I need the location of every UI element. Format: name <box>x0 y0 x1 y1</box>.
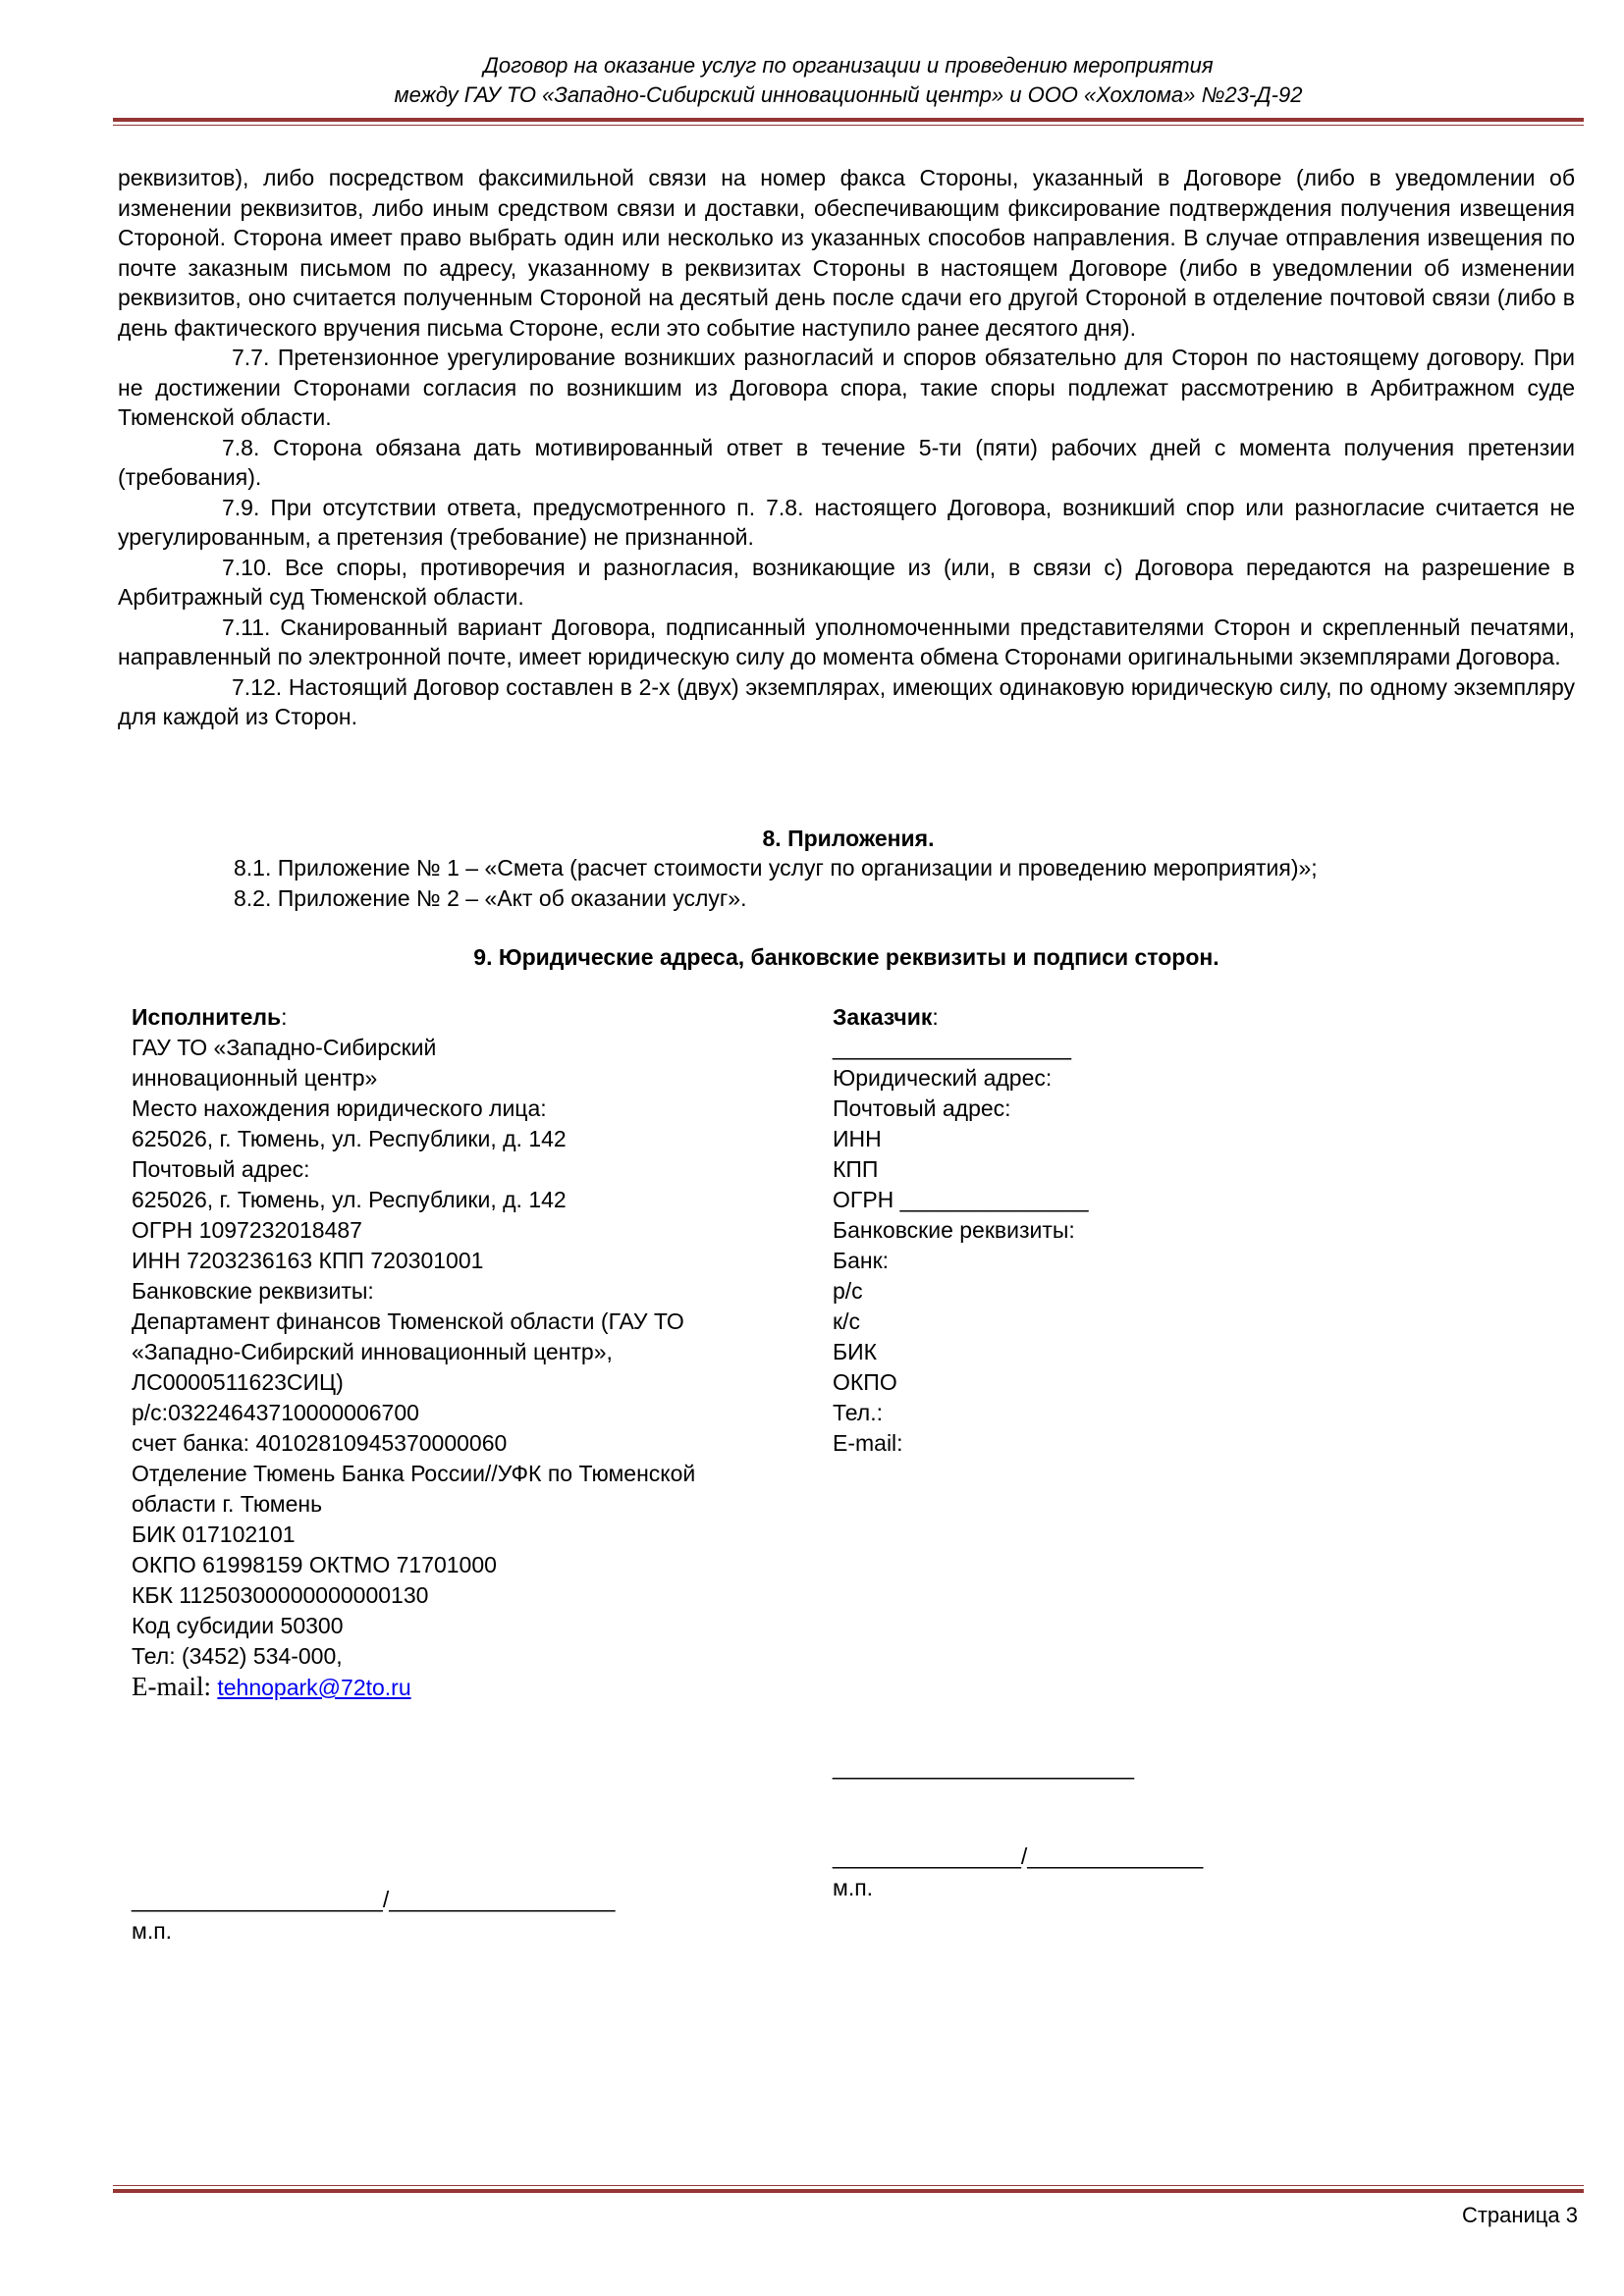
executor-line: 625026, г. Тюмень, ул. Республики, д. 142 <box>132 1126 567 1151</box>
executor-line: ИНН 7203236163 КПП 720301001 <box>132 1248 484 1273</box>
customer-signature-line: ________________________ <box>833 1754 1134 1780</box>
footer-rule <box>113 2189 1584 2193</box>
executor-line: ОГРН 1097232018487 <box>132 1217 362 1243</box>
executor-line: БИК 017102101 <box>132 1522 296 1547</box>
executor-details <box>132 1002 695 1703</box>
executor-line: инновационный центр» <box>132 1065 378 1091</box>
customer-line: ___________________ <box>833 1035 1072 1060</box>
paragraph-continuation: реквизитов), либо посредством факсимильной связи на номер факса Стороны, указанный в Договоре (либо в уведомлении об изменении реквизитов, либо иным средством связи и доставки, обеспечивающим фиксирование подтверждения получения извещения Стороной. Сторона имеет право выбрать один или несколько из указанных способов направления. В случае отправления извещения по почте заказным письмом по адресу, указанному в реквизитах Стороны в настоящем Договоре (либо в уведомлении об изменении реквизитов, оно считается полученным Стороной на десятый день после сдачи его другой Стороной в отделение почтовой связи (либо в день фактического вручения письма Стороне, если это событие наступило ранее десятого дня). <box>118 165 1575 341</box>
executor-line: Банковские реквизиты: <box>132 1278 374 1304</box>
paragraph-7-10: 7.10. Все споры, противоречия и разногласия, возникающие из (или, в связи с) Договора передаются на разрешение в Арбитражный суд Тюменской области. <box>118 554 1575 610</box>
executor-email-row <box>132 1672 695 1703</box>
executor-line: ОКПО 61998159 ОКТМО 71701000 <box>132 1552 497 1577</box>
customer-line: Банк: <box>833 1248 890 1273</box>
customer-line: ОГРН _______________ <box>833 1187 1089 1212</box>
executor-line: Департамент финансов Тюменской области (ГАУ ТО <box>132 1308 684 1334</box>
executor-line: области г. Тюмень <box>132 1491 323 1517</box>
email-label: E-mail: <box>132 1672 211 1701</box>
header-line-1: Договор на оказание услуг по организации и проведению мероприятия <box>483 53 1214 78</box>
customer-heading: Заказчик: <box>833 1004 939 1030</box>
running-header <box>113 51 1584 110</box>
customer-line: E-mail: <box>833 1430 903 1456</box>
paragraph-7-11: 7.11. Сканированный вариант Договора, подписанный уполномоченными представителями Сторон и скрепленный печатями, направленный по электронной почте, имеет юридическую силу до момента обмена Сторонами оригинальными экземплярами Договора. <box>118 614 1575 669</box>
paragraph-7-9: 7.9. При отсутствии ответа, предусмотренного п. 7.8. настоящего Договора, возникший спор или разногласие считается не урегулированным, а претензия (требование) не признанной. <box>118 494 1575 550</box>
executor-line: ЛС0000511623СИЦ) <box>132 1369 344 1395</box>
executor-line: Место нахождения юридического лица: <box>132 1095 547 1121</box>
customer-stamp: м.п. <box>833 1875 874 1900</box>
appendix-item-1: 8.1. Приложение № 1 – «Смета (расчет стоимости услуг по организации и проведению мероприятия)»; <box>234 855 1318 881</box>
executor-label: Исполнитель <box>132 1004 282 1030</box>
customer-line: КПП <box>833 1156 879 1182</box>
executor-line: 625026, г. Тюмень, ул. Республики, д. 142 <box>132 1187 567 1212</box>
executor-heading: Исполнитель: <box>132 1004 288 1030</box>
paragraph-7-12: 7.12. Настоящий Договор составлен в 2-х (двух) экземплярах, имеющих одинаковую юридическую силу, по одному экземпляру для каждой из Сторон. <box>118 673 1575 729</box>
customer-line: Тел.: <box>833 1400 883 1425</box>
contract-body <box>118 163 1575 732</box>
section-8-title: 8. Приложения. <box>762 826 935 851</box>
footer-rule-thin <box>113 2185 1584 2186</box>
header-rule <box>113 118 1584 122</box>
executor-line: Отделение Тюмень Банка России//УФК по Тюменской <box>132 1461 696 1486</box>
email-link[interactable]: tehnopark@72to.ru <box>217 1675 411 1700</box>
executor-line: ГАУ ТО «Западно-Сибирский <box>132 1035 437 1060</box>
customer-label: Заказчик <box>833 1004 933 1030</box>
customer-line: БИК <box>833 1339 878 1364</box>
customer-line: Юридический адрес: <box>833 1065 1053 1091</box>
executor-line: Код субсидии 50300 <box>132 1613 344 1638</box>
section-9-title: 9. Юридические адреса, банковские реквизиты и подписи сторон. <box>473 944 1219 970</box>
executor-line: счет банка: 40102810945370000060 <box>132 1430 508 1456</box>
paragraph-7-8: 7.8. Сторона обязана дать мотивированный ответ в течение 5-ти (пяти) рабочих дней с момента получения претензии (требования). <box>118 434 1575 490</box>
appendix-item-2: 8.2. Приложение № 2 – «Акт об оказании услуг». <box>234 885 747 911</box>
customer-line: р/с <box>833 1278 863 1304</box>
customer-line: Почтовый адрес: <box>833 1095 1011 1121</box>
header-line-2: между ГАУ ТО «Западно-Сибирский инновационный центр» и ООО «Хохлома» №23-Д-92 <box>394 82 1303 107</box>
customer-line: к/с <box>833 1308 860 1334</box>
executor-line: р/с:03224643710000006700 <box>132 1400 419 1425</box>
executor-stamp: м.п. <box>132 1918 173 1944</box>
executor-line: КБК 11250300000000000130 <box>132 1582 429 1608</box>
customer-line: ОКПО <box>833 1369 897 1395</box>
paragraph-7-7: 7.7. Претензионное урегулирование возникших разногласий и споров обязательно для Сторон по настоящему договору. При не достижении Сторонами согласия по возникшим из Договора спора, такие споры подлежат рассмотрению в Арбитражном суде Тюменской области. <box>118 345 1575 430</box>
customer-signature: _______________/______________ <box>833 1843 1204 1869</box>
customer-line: ИНН <box>833 1126 882 1151</box>
executor-line: Почтовый адрес: <box>132 1156 310 1182</box>
customer-line: Банковские реквизиты: <box>833 1217 1075 1243</box>
executor-line: «Западно-Сибирский инновационный центр», <box>132 1339 613 1364</box>
executor-line: Тел: (3452) 534-000, <box>132 1643 343 1669</box>
executor-signature: ____________________/__________________ <box>132 1887 616 1912</box>
page-number: Страница 3 <box>1461 2203 1578 2227</box>
header-rule-thin <box>113 125 1584 126</box>
customer-details <box>833 1002 1089 1459</box>
